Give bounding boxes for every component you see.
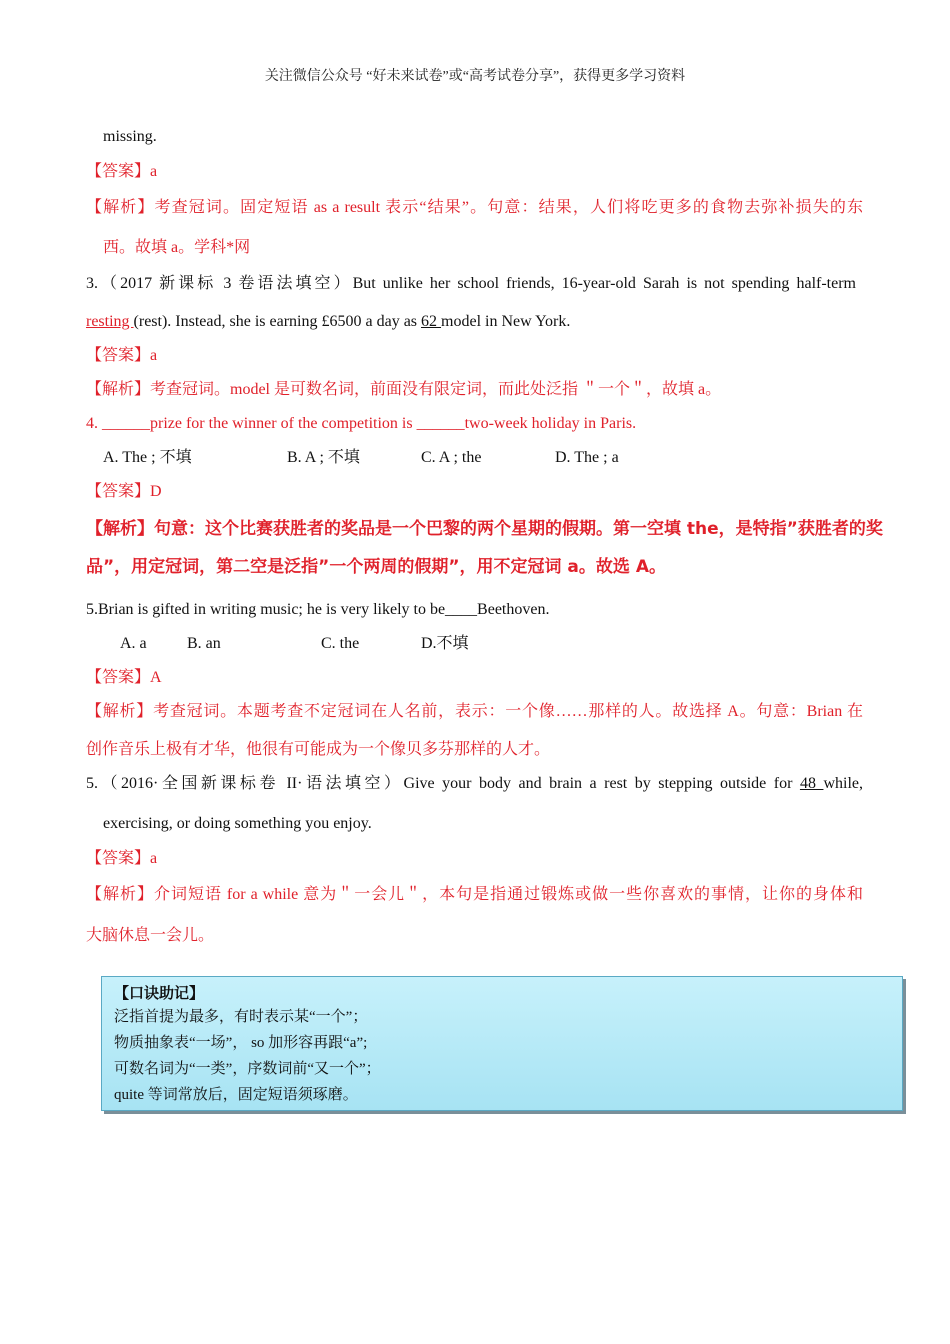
q5b-stem-line2: exercising, or doing something you enjoy. <box>103 815 372 832</box>
q3-stem-end: model in New York. <box>441 313 571 330</box>
q3-answer: 【答案】a <box>86 347 158 364</box>
mnemonic-line-1: 泛指首提为最多，有时表示某“一个”； <box>114 1009 368 1025</box>
q5b-stem-end: while, <box>823 775 863 792</box>
mnemonic-line-2: 物质抽象表“一场”， so 加形容再跟“a”; <box>114 1035 368 1051</box>
q5b-answer: 【答案】a <box>86 850 158 867</box>
mnemonic-box <box>101 976 903 1111</box>
mnemonic-line-4: quite 等词常放后，固定短语须琢磨。 <box>114 1087 358 1103</box>
q2-analysis-line2: 西。故填 a。学科*网 <box>103 239 251 256</box>
q5a-answer: 【答案】A <box>86 669 162 686</box>
page-header: 关注微信公众号 “好未来试卷”或“高考试卷分享”，获得更多学习资料 <box>264 69 686 84</box>
q5b-stem-line1 <box>86 774 863 794</box>
q4-answer: 【答案】D <box>86 483 162 500</box>
q5a-analysis-line2: 创作音乐上极有才华，他很有可能成为一个像贝多芬那样的人才。 <box>86 741 551 758</box>
mnemonic-title: 【口诀助记】 <box>114 984 205 1002</box>
q4-option-d: D. The ; a <box>555 449 619 466</box>
q5a-option-c: C. the <box>321 635 360 652</box>
q4-option-a: A. The ; 不填 <box>103 449 192 466</box>
q5b-stem-start: 5.（2016·全国新课标卷 II·语法填空）Give your body and brain a rest by stepping outside for <box>86 775 800 792</box>
q5b-analysis-line1: 【解析】介词短语 for a while 意为＂一会儿＂，本句是指通过锻炼或做一些你喜欢的事情，让你的身体和 <box>86 886 863 903</box>
mnemonic-line-3: 可数名词为“一类”，序数词前“又一个”； <box>114 1061 381 1077</box>
q4-option-c: C. A ; the <box>421 449 482 466</box>
q2-answer: 【答案】a <box>86 163 158 180</box>
q4-analysis-line2: 品”，用定冠词，第二空是泛指”一个两周的假期”，用不定冠词 a。故选 A。 <box>86 557 666 577</box>
q2-continuation: missing. <box>103 128 157 145</box>
q2-analysis-line1: 【解析】考查冠词。固定短语 as a result 表示“结果”。句意：结果，人们将吃更多的食物去弥补损失的东 <box>86 199 863 216</box>
q3-analysis: 【解析】考查冠词。model 是可数名词，前面没有限定词，而此处泛指 ＂一个＂，故填 a。 <box>86 381 722 398</box>
q5a-analysis-line1: 【解析】考查冠词。本题考查不定冠词在人名前，表示：一个像……那样的人。故选择 A。句意：Brian 在 <box>86 703 863 720</box>
q5a-option-b: B. an <box>187 635 221 652</box>
q3-stem-mid: (rest). Instead, she is earning £6500 a day as <box>133 313 422 330</box>
q5b-analysis-line2: 大脑休息一会儿。 <box>86 927 215 944</box>
q3-example-word: resting <box>86 313 134 330</box>
q4-analysis-line1: 【解析】句意：这个比赛获胜者的奖品是一个巴黎的两个星期的假期。第一空填 the，是特指”获胜者的奖 <box>86 519 883 539</box>
q5b-blank: 48 <box>799 775 824 792</box>
q3-stem-line1: 3.（2017 新课标 3 卷语法填空）But unlike her school friends, 16-year-old Sarah is not spending half-term <box>86 275 856 292</box>
q4-option-b: B. A ; 不填 <box>287 449 360 466</box>
q5a-option-d: D.不填 <box>421 635 469 652</box>
q3-stem-line2 <box>86 312 570 332</box>
q5a-option-a: A. a <box>120 635 147 652</box>
q5a-stem: 5.Brian is gifted in writing music; he is very likely to be____Beethoven. <box>86 601 550 618</box>
q3-blank: 62 <box>421 313 442 330</box>
q4-stem: 4. ______prize for the winner of the competition is ______two-week holiday in Paris. <box>86 415 637 432</box>
